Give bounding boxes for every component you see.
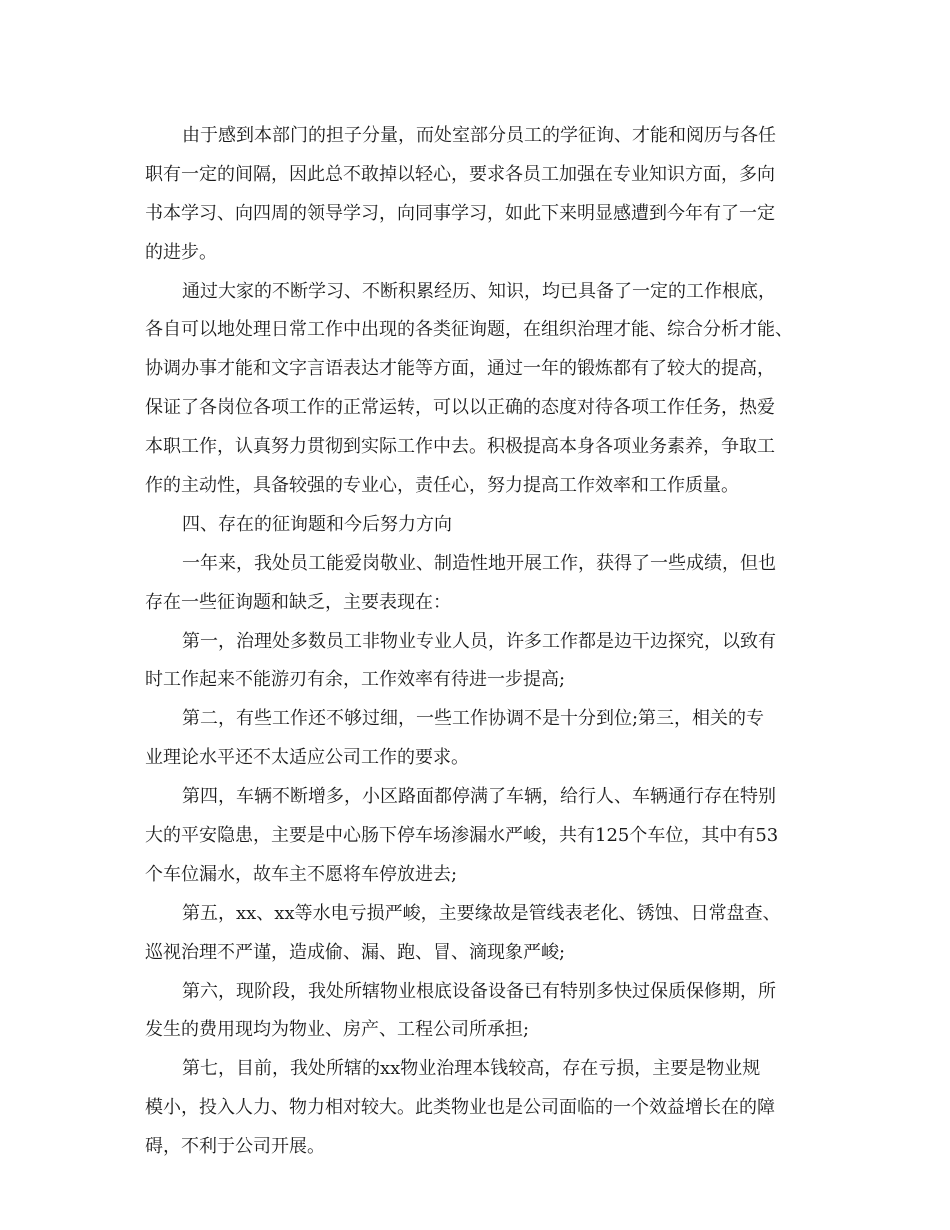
text-line: 碍，不利于公司开展。 xyxy=(145,1136,325,1158)
text-line: 第七，目前，我处所辖的xx物业治理本钱较高，存在亏损，主要是物业规 xyxy=(182,1058,761,1080)
text-line: 本职工作，认真努力贯彻到实际工作中去。积极提高本身各项业务素养，争取工 xyxy=(145,436,775,458)
text-line: 各自可以地处理日常工作中出现的各类征询题，在组织治理才能、综合分析才能、 xyxy=(145,319,793,341)
text-line: 个车位漏水，故车主不愿将车停放进去; xyxy=(145,863,458,885)
text-line: 职有一定的间隔，因此总不敢掉以轻心，要求各员工加强在专业知识方面，多向 xyxy=(145,163,775,185)
text-line: 协调办事才能和文字言语表达才能等方面，通过一年的锻炼都有了较大的提高， xyxy=(145,358,775,380)
text-line: 第五，xx、xx等水电亏损严峻，主要缘故是管线表老化、锈蚀、日常盘查、 xyxy=(182,902,781,924)
document-body xyxy=(145,117,825,1167)
text-line: 第一，治理处多数员工非物业专业人员，许多工作都是边干边探究，以致有 xyxy=(182,630,776,652)
text-line: 第四，车辆不断增多，小区路面都停满了车辆，给行人、车辆通行存在特别 xyxy=(182,786,776,808)
text-line: 书本学习、向四周的领导学习，向同事学习，如此下来明显感遭到今年有了一定 xyxy=(145,202,775,224)
text-line: 大的平安隐患，主要是中心肠下停车场渗漏水严峻，共有125个车位，其中有53 xyxy=(145,825,779,847)
text-line: 业理论水平还不太适应公司工作的要求。 xyxy=(145,747,469,769)
text-line: 第二，有些工作还不够过细，一些工作协调不是十分到位;第三，相关的专 xyxy=(182,708,765,730)
text-line: 发生的费用现均为物业、房产、工程公司所承担; xyxy=(145,1019,530,1041)
text-line: 时工作起来不能游刃有余，工作效率有待进一步提高; xyxy=(145,669,566,691)
text-line: 一年来，我处员工能爱岗敬业、制造性地开展工作，获得了一些成绩，但也 xyxy=(182,552,776,574)
text-line: 通过大家的不断学习、不断积累经历、知识，均已具备了一定的工作根底， xyxy=(182,280,776,302)
text-line: 存在一些征询题和缺乏，主要表现在： xyxy=(145,591,451,613)
text-line: 四、存在的征询题和今后努力方向 xyxy=(182,513,452,535)
text-line: 作的主动性，具备较强的专业心，责任心，努力提高工作效率和工作质量。 xyxy=(145,475,739,497)
text-line: 模小，投入人力、物力相对较大。此类物业也是公司面临的一个效益增长在的障 xyxy=(145,1097,775,1119)
text-line: 第六，现阶段，我处所辖物业根底设备设备已有特别多快过保质保修期，所 xyxy=(182,980,776,1002)
text-line: 的进步。 xyxy=(145,241,217,263)
text-line: 保证了各岗位各项工作的正常运转，可以以正确的态度对待各项工作任务，热爱 xyxy=(145,397,775,419)
text-line: 由于感到本部门的担子分量，而处室部分员工的学征询、才能和阅历与各任 xyxy=(182,125,776,146)
text-line: 巡视治理不严谨，造成偷、漏、跑、冒、滴现象严峻; xyxy=(145,941,566,963)
